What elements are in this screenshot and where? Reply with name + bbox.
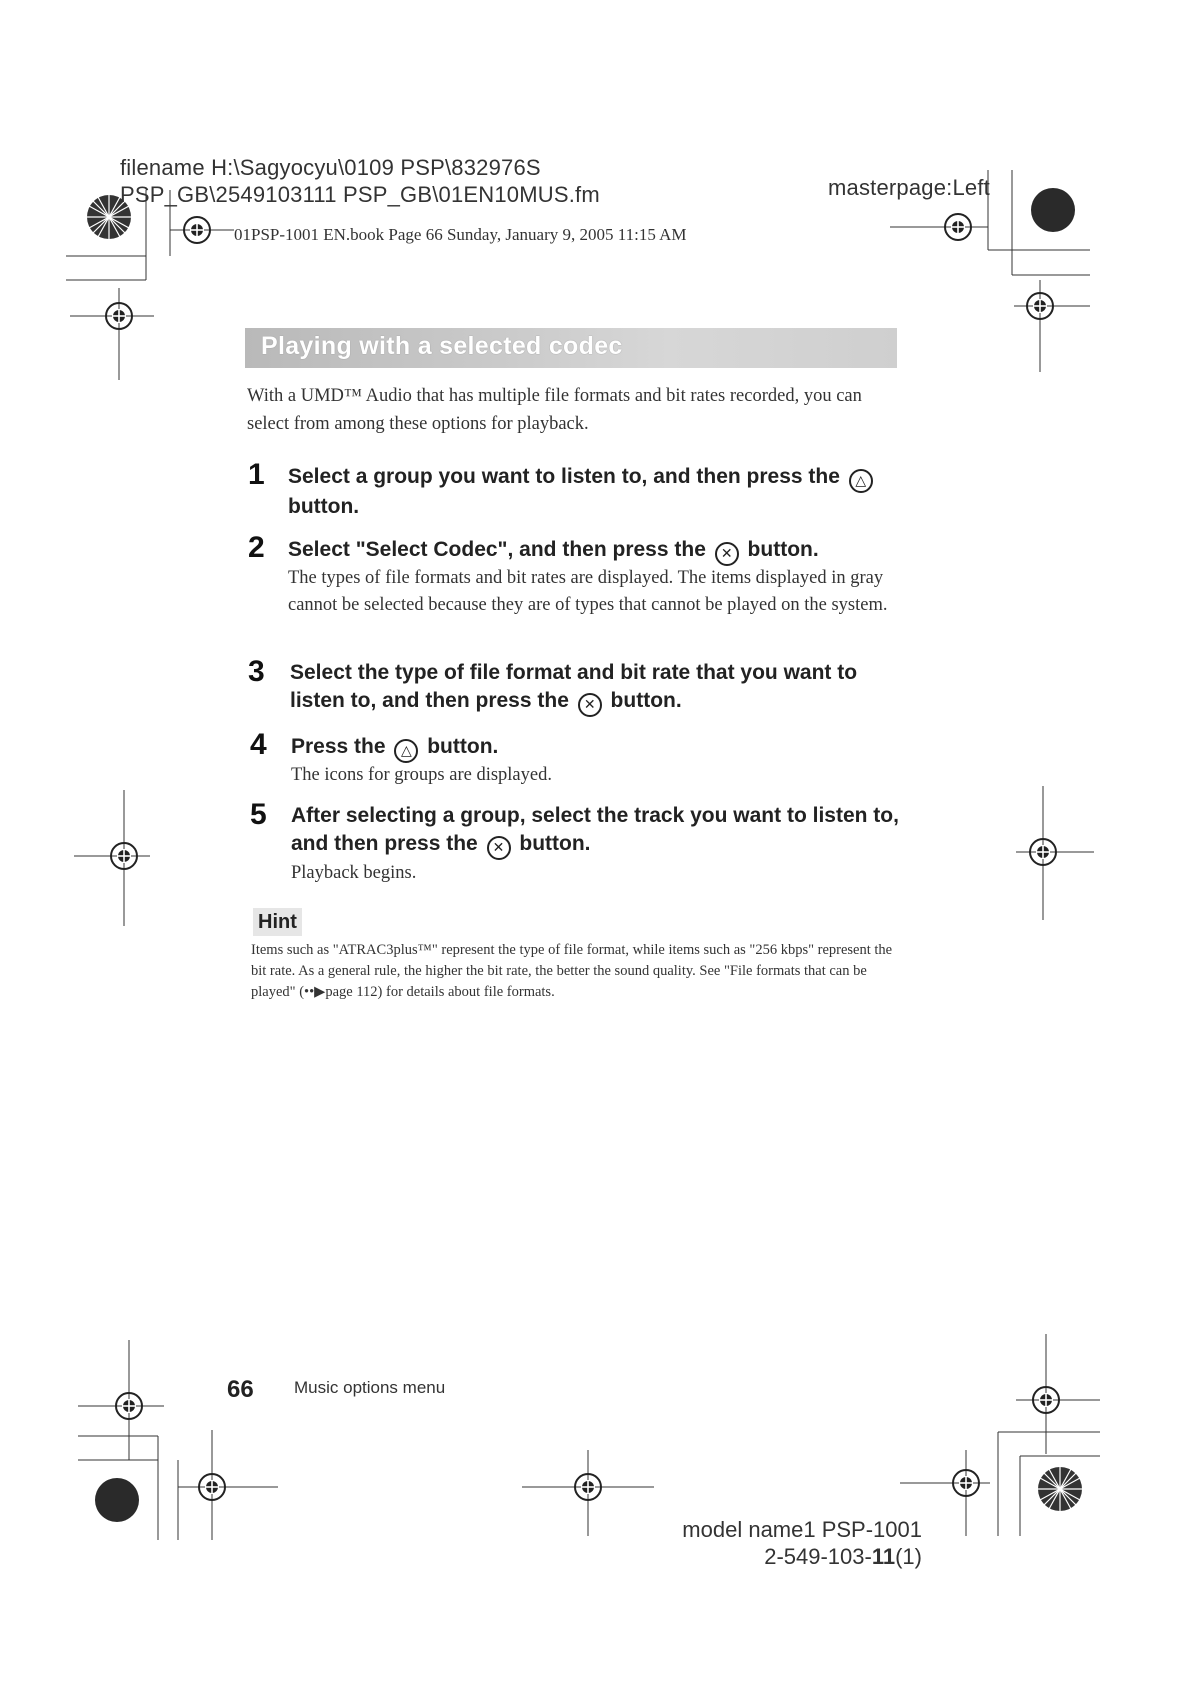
step-text: button.	[421, 735, 499, 758]
color-target-icon	[1038, 1467, 1082, 1511]
step-5-heading	[291, 802, 911, 860]
hint-text: Items such as "ATRAC3plus™" represent the type of file format, while items such as "256 kbps" represent the bit rate. As a general rule, the higher the bit rate, the better the sound quality. See "File formats that can be played" (••▶page 112) for details about file formats.	[251, 942, 893, 1000]
step-5	[250, 798, 267, 832]
cross-button-icon: ✕	[487, 836, 511, 860]
footer-section-name: Music options menu	[294, 1378, 446, 1397]
color-target-icon	[1031, 188, 1075, 232]
step-text: After selecting a group, select the track you want to listen to, and then press the	[291, 804, 899, 855]
filename-line: filename H:\Sagyocyu\0109 PSP\832976S	[120, 155, 541, 180]
section-title: Playing with a selected codec	[261, 332, 623, 360]
registration-mark-icon	[178, 1430, 278, 1540]
step-1	[248, 458, 265, 492]
intro-paragraph: With a UMD™ Audio that has multiple file formats and bit rates recorded, you can select from among these options for playback.	[247, 386, 862, 434]
part-number-suffix: (1)	[895, 1544, 922, 1569]
step-4-body: The icons for groups are displayed.	[291, 765, 552, 785]
color-target-icon	[95, 1478, 139, 1522]
step-5-body: Playback begins.	[291, 863, 417, 883]
step-text: Select a group you want to listen to, and then press the	[288, 465, 846, 488]
triangle-button-icon: △	[394, 739, 418, 763]
registration-mark-icon	[78, 1340, 164, 1460]
registration-mark-icon	[70, 288, 154, 380]
step-text: button.	[513, 832, 591, 855]
step-3-heading	[290, 659, 910, 717]
step-2	[248, 531, 265, 565]
registration-mark-icon	[1016, 1334, 1100, 1454]
step-number: 5	[250, 798, 267, 831]
registration-mark-icon	[74, 790, 150, 926]
step-text: Select "Select Codec", and then press the	[288, 538, 712, 561]
part-number-prefix: 2-549-103-	[764, 1544, 872, 1569]
step-text: Select the type of file format and bit rate that you want to listen to, and then press the	[290, 661, 858, 712]
book-info-line: 01PSP-1001 EN.book Page 66 Sunday, January 9, 2005 11:15 AM	[234, 225, 687, 244]
section-title-band	[245, 328, 897, 368]
registration-mark-icon	[1016, 786, 1094, 920]
step-text: button.	[604, 689, 682, 712]
cross-button-icon: ✕	[715, 542, 739, 566]
registration-mark-icon	[1014, 280, 1090, 372]
step-number: 3	[248, 655, 265, 688]
hint-label: Hint	[253, 908, 302, 936]
page-number: 66	[227, 1376, 254, 1403]
step-text: button.	[741, 538, 819, 561]
step-4-heading	[291, 733, 911, 763]
cross-button-icon: ✕	[578, 693, 602, 717]
masterpage-label: masterpage:Left	[828, 175, 990, 200]
step-text: Press the	[291, 735, 392, 758]
step-text: button.	[288, 495, 360, 518]
triangle-button-icon: △	[849, 469, 873, 493]
step-3	[248, 655, 265, 689]
model-name-line: model name1 PSP-1001	[682, 1517, 922, 1542]
part-number-bold: 11	[871, 1544, 896, 1569]
step-number: 4	[250, 728, 267, 761]
step-2-body: The types of file formats and bit rates are displayed. The items displayed in gray cannot be selected because they are of types that cannot be played on the system.	[288, 568, 888, 615]
step-number: 2	[248, 531, 265, 564]
registration-mark-icon	[522, 1450, 654, 1536]
step-4	[250, 728, 267, 762]
step-1-heading	[288, 463, 908, 521]
part-number-line	[640, 1544, 922, 1570]
filepath-line: PSP_GB\2549103111 PSP_GB\01EN10MUS.fm	[120, 182, 600, 207]
step-2-heading	[288, 536, 908, 566]
step-number: 1	[248, 458, 265, 491]
